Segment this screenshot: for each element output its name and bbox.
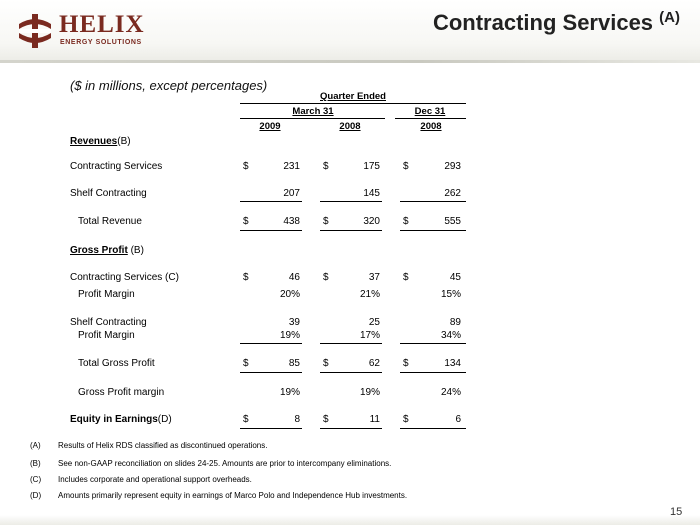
column-group-rule <box>240 103 466 104</box>
gp-shelf-margin-v2: 17% <box>359 330 380 341</box>
total-gross-profit-rule-1 <box>240 372 302 373</box>
total-revenue-v3: 555 <box>444 216 461 227</box>
column-period-a: March 31 <box>292 106 334 117</box>
gp-shelf-margin-label: Profit Margin <box>78 330 135 341</box>
page-title-note: (A) <box>659 9 680 26</box>
equity-rule-3 <box>400 428 466 429</box>
total-gross-profit-v1: 85 <box>288 358 300 369</box>
gp-contracting-v2: 37 <box>368 272 380 283</box>
equity-rule-2 <box>320 428 382 429</box>
gp-contracting-label <box>70 272 179 283</box>
total-gross-profit-v3: 134 <box>444 358 461 369</box>
contracting-services-v3: 293 <box>444 161 461 172</box>
column-group-label: Quarter Ended <box>320 91 386 102</box>
column-period-b-rule <box>395 118 466 119</box>
total-revenue-dollar-2: $ <box>323 216 329 227</box>
footnote-a-key: (A) <box>30 441 41 450</box>
gp-contracting-note: (C) <box>165 272 179 283</box>
total-revenue-v2: 320 <box>363 216 380 227</box>
equity-in-earnings <box>70 414 172 425</box>
gp-shelf-v2: 25 <box>368 317 380 328</box>
equity-v2: 11 <box>369 414 380 425</box>
footnote-c-key: (C) <box>30 475 42 484</box>
equity-v3: 6 <box>455 414 461 425</box>
revenue-subtotal-rule-3 <box>400 201 466 202</box>
gp-contracting-margin-v1: 20% <box>279 289 300 300</box>
revenues-header-label: Revenues <box>70 136 118 147</box>
equity-v1: 8 <box>294 414 300 425</box>
logo-tagline: ENERGY SOLUTIONS <box>60 39 142 46</box>
contracting-services-dollar-2: $ <box>323 161 329 172</box>
gross-profit-header-label: Gross Profit <box>70 245 128 256</box>
total-revenue-rule-2 <box>320 230 382 231</box>
column-year-2: 2008 <box>339 121 361 132</box>
total-revenue-label: Total Revenue <box>78 216 142 227</box>
helix-logo <box>16 10 151 52</box>
revenue-subtotal-rule-2 <box>320 201 382 202</box>
gp-subtotal-rule-1 <box>240 343 302 344</box>
total-gross-profit-v2: 62 <box>368 358 380 369</box>
gp-contracting-dollar-2: $ <box>323 272 329 283</box>
total-revenue-rule-3 <box>400 230 466 231</box>
column-period-a-rule <box>240 118 385 119</box>
gp-contracting-v1: 46 <box>288 272 300 283</box>
contracting-services-label: Contracting Services <box>70 161 163 172</box>
page-title-text: Contracting Services <box>432 10 654 35</box>
gross-profit-header-note: (B) <box>130 245 144 256</box>
total-revenue-dollar-3: $ <box>403 216 409 227</box>
gross-profit-header <box>70 245 144 256</box>
column-period-b: Dec 31 <box>414 106 446 117</box>
total-gross-profit-rule-2 <box>320 372 382 373</box>
gp-subtotal-rule-3 <box>400 343 466 344</box>
gp-shelf-margin-v3: 34% <box>440 330 461 341</box>
column-year-1: 2009 <box>259 121 281 132</box>
gp-contracting-margin-v3: 15% <box>440 289 461 300</box>
page-title <box>240 10 680 36</box>
gross-profit-margin-label: Gross Profit margin <box>78 387 165 398</box>
contracting-services-v1: 231 <box>283 161 300 172</box>
footnote-c-text: Includes corporate and operational support overheads. <box>58 475 252 484</box>
total-gross-profit-dollar-3: $ <box>403 358 409 369</box>
shelf-contracting-v3: 262 <box>444 188 461 199</box>
total-gross-profit-dollar-2: $ <box>323 358 329 369</box>
footnote-d-key: (D) <box>30 491 42 500</box>
gp-contracting-dollar-1: $ <box>243 272 249 283</box>
gp-contracting-v3: 45 <box>449 272 461 283</box>
shelf-contracting-v1: 207 <box>283 188 300 199</box>
footnote-a-text: Results of Helix RDS classified as discontinued operations. <box>58 441 268 450</box>
total-gross-profit-rule-3 <box>400 372 466 373</box>
contracting-services-v2: 175 <box>363 161 380 172</box>
header-rule <box>0 60 700 63</box>
footer-band <box>0 515 700 525</box>
footnote-d-text: Amounts primarily represent equity in earnings of Marco Polo and Independence Hub investments. <box>58 491 408 500</box>
gp-contracting-dollar-3: $ <box>403 272 409 283</box>
gp-shelf-label: Shelf Contracting <box>70 317 147 328</box>
gp-contracting-label-text: Contracting Services <box>70 272 163 283</box>
total-gross-profit-dollar-1: $ <box>243 358 249 369</box>
units-label: ($ in millions, except percentages) <box>70 78 268 93</box>
equity-dollar-2: $ <box>323 414 329 425</box>
total-revenue-v1: 438 <box>283 216 300 227</box>
total-gross-profit-label: Total Gross Profit <box>78 358 155 369</box>
gp-contracting-margin-label: Profit Margin <box>78 289 135 300</box>
total-revenue-dollar-1: $ <box>243 216 249 227</box>
equity-in-earnings-note: (D) <box>157 414 172 425</box>
revenues-header-note: (B) <box>117 136 131 147</box>
gp-subtotal-rule-2 <box>320 343 382 344</box>
footnote-b-key: (B) <box>30 459 41 468</box>
gross-profit-margin-v3: 24% <box>440 387 461 398</box>
contracting-services-dollar-3: $ <box>403 161 409 172</box>
equity-rule-1 <box>240 428 302 429</box>
total-revenue-rule-1 <box>240 230 302 231</box>
gross-profit-margin-v1: 19% <box>279 387 300 398</box>
logo-wordmark: HELIX <box>59 11 145 38</box>
gp-shelf-v1: 39 <box>288 317 300 328</box>
equity-in-earnings-label: Equity in Earnings <box>70 414 158 425</box>
helix-logo-icon <box>16 12 54 50</box>
gp-shelf-v3: 89 <box>449 317 461 328</box>
gross-profit-margin-v2: 19% <box>359 387 380 398</box>
gp-shelf-margin-v1: 19% <box>279 330 300 341</box>
revenue-subtotal-rule-1 <box>240 201 302 202</box>
equity-dollar-3: $ <box>403 414 409 425</box>
shelf-contracting-label: Shelf Contracting <box>70 188 147 199</box>
contracting-services-dollar-1: $ <box>243 161 249 172</box>
shelf-contracting-v2: 145 <box>363 188 380 199</box>
gp-contracting-margin-v2: 21% <box>359 289 380 300</box>
page-number: 15 <box>670 506 683 518</box>
revenues-header <box>70 136 131 147</box>
column-year-3: 2008 <box>420 121 442 132</box>
equity-dollar-1: $ <box>243 414 249 425</box>
footnote-b-text: See non-GAAP reconciliation on slides 24-25. Amounts are prior to intercompany eliminations. <box>58 459 392 468</box>
